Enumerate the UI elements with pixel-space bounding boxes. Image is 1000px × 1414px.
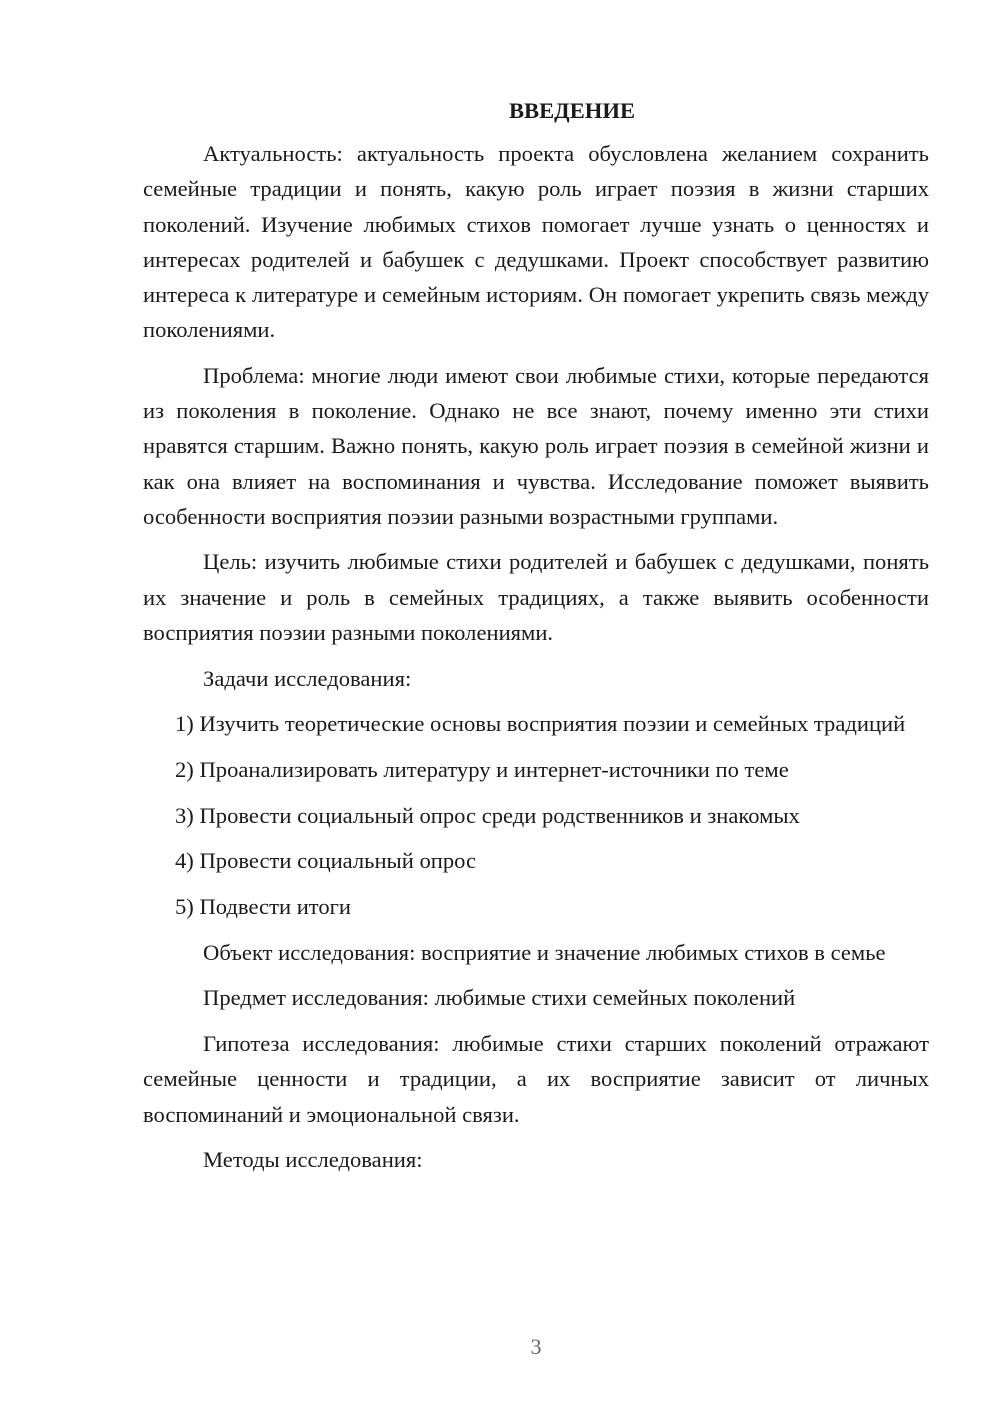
goal-paragraph: Цель: изучить любимые стихи родителей и бабушек с дедушками, понять их значение и роль в семейных традициях, а также выявить особенности восприятия поэзии разными поколениями. bbox=[143, 549, 929, 645]
hypothesis-paragraph: Гипотеза исследования: любимые стихи старших поколений отражают семейные ценности и традиции, а их восприятие зависит от личных воспоминаний и эмоциональной связи. bbox=[143, 1031, 929, 1127]
relevance-paragraph: Актуальность: актуальность проекта обусловлена желанием сохранить семейные традиции и понять, какую роль играет поэзия в жизни старших поколений. Изучение любимых стихов помогает лучше узнать о ценностях и интересах родителей и бабушек с дедушками. Проект способствует развитию интереса к литературе и семейным историям. Он помогает укрепить связь между поколениями. bbox=[143, 141, 929, 343]
task-item-3: 3) Провести социальный опрос среди родственников и знакомых bbox=[175, 802, 800, 828]
problem-paragraph: Проблема: многие люди имеют свои любимые стихи, которые передаются из поколения в поколение. Однако не все знают, почему именно эти стихи нравятся старшим. Важно понять, какую роль играет поэзия в семейной жизни и как она влияет на воспоминания и чувства. Исследование поможет выявить особенности восприятия поэзии разными возрастными группами. bbox=[143, 362, 929, 529]
methods-title: Методы исследования: bbox=[203, 1147, 423, 1173]
task-item-5: 5) Подвести итоги bbox=[175, 894, 352, 920]
subject-paragraph: Предмет исследования: любимые стихи семейных поколений bbox=[203, 985, 796, 1011]
object-paragraph: Объект исследования: восприятие и значение любимых стихов в семье bbox=[203, 939, 886, 965]
task-item-2: 2) Проанализировать литературу и интернет-источники по теме bbox=[175, 756, 789, 782]
section-heading: ВВЕДЕНИЕ bbox=[508, 98, 636, 123]
page-content bbox=[143, 93, 929, 1177]
tasks-title: Задачи исследования: bbox=[203, 665, 412, 691]
page-number: 3 bbox=[530, 1334, 542, 1359]
task-item-1: 1) Изучить теоретические основы восприятия поэзии и семейных традиций bbox=[175, 711, 906, 737]
task-item-4: 4) Провести социальный опрос bbox=[175, 848, 477, 874]
